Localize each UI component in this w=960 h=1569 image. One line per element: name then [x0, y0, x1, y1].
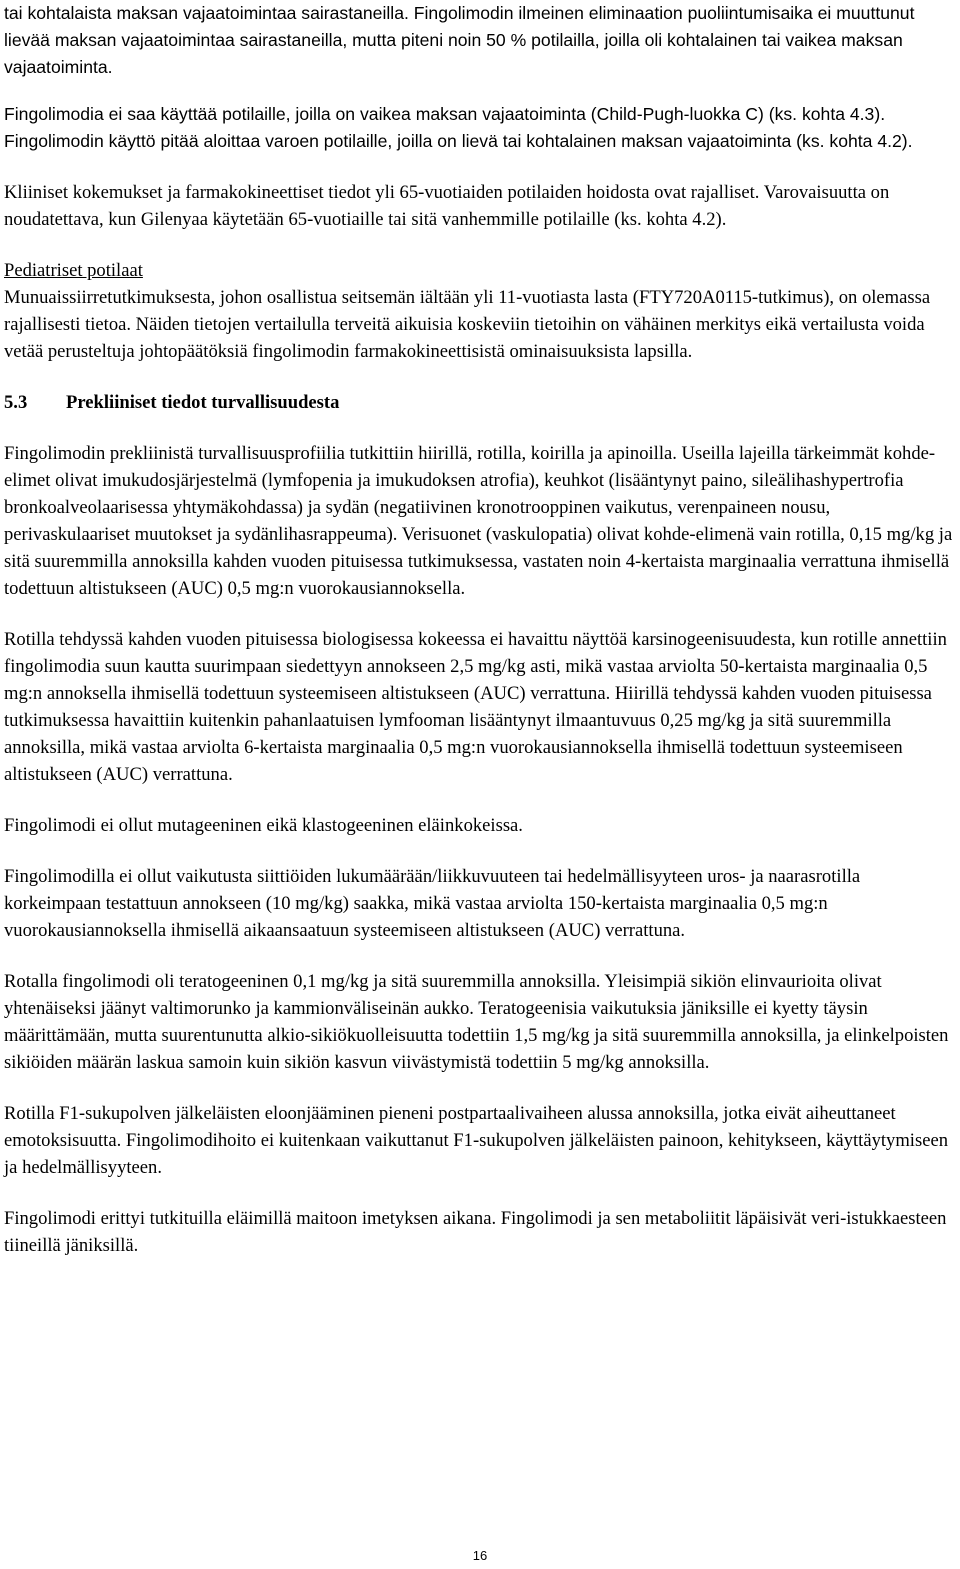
paragraph-hepatic-contraindication: Fingolimodia ei saa käyttää potilaille, joilla on vaikea maksan vajaatoiminta (Child-Pugh-luokka C) (ks. kohta 4.3). Fingolimodin käyttö pitää aloittaa varoen potilaille, joilla on lievä tai kohtalainen maksan vajaatoiminta (ks. kohta 4.2). — [4, 104, 913, 151]
pediatric-subheading: Pediatriset potilaat — [4, 260, 143, 281]
document-page — [4, 0, 956, 1259]
section-title: Prekliiniset tiedot turvallisuudesta — [66, 392, 340, 413]
paragraph-elderly-patients: Kliiniset kokemukset ja farmakokineettiset tiedot yli 65-vuotiaiden potilaiden hoidosta ovat rajalliset. Varovaisuutta on noudatettava, kun Gilenyaa käytetään 65-vuotiaille tai sitä vanhemmille potilaille (ks. kohta 4.2). — [4, 182, 890, 230]
paragraph-teratogenicity: Rotalla fingolimodi oli teratogeeninen 0,1 mg/kg ja sitä suuremmilla annoksilla. Yleisimpiä sikiön elinvaurioita olivat yhtenäiseksi jäänyt valtimorunko ja kammionväliseinän aukko. Teratogeenisia vaikutuksia jäniksille ei kyetty täysin määrittämään, mutta suurentunutta alkio-sikiökuolleisuutta todettiin 1,5 mg/kg ja sitä suuremmilla annoksilla, ja elinkelpoisten sikiöiden määrän laskua samoin kuin sikiön kasvun viivästymistä todettiin 5 mg/kg annoksilla. — [4, 971, 949, 1073]
paragraph-mutagenicity: Fingolimodi ei ollut mutageeninen eikä klastogeeninen eläinkokeissa. — [4, 815, 523, 836]
paragraph-f1-generation: Rotilla F1-sukupolven jälkeläisten eloonjääminen pieneni postpartaalivaiheen alussa annoksilla, jotka eivät aiheuttaneet emotoksisuutta. Fingolimodihoito ei kuitenkaan vaikuttanut F1-sukupolven jälkeläisten painoon, kehitykseen, käyttäytymiseen ja hedelmällisyyteen. — [4, 1103, 948, 1178]
paragraph-preclinical-profile: Fingolimodin prekliinistä turvallisuusprofiilia tutkittiin hiirillä, rotilla, koirilla ja apinoilla. Useilla lajeilla tärkeimmät kohde-elimet olivat imukudosjärjestelmä (lymfopenia ja imukudoksen atrofia), keuhkot (lisääntynyt paino, sileälihashypertrofia bronkoalveolaarisessa yhtymäkohdassa) ja sydän (negatiivinen kronotrooppinen vaikutus, verenpaineen nousu, perivaskulaariset muutokset ja sydänlihasrappeuma). Verisuonet (vaskulopatia) olivat kohde-elimenä vain rotilla, 0,15 mg/kg ja sitä suuremmilla annoksilla kahden vuoden pituisessa tutkimuksessa, vastaten noin 4-kertaista marginaalia verrattuna ihmisellä todettuun altistukseen (AUC) 0,5 mg:n vuorokausiannoksella. — [4, 443, 953, 599]
paragraph-hepatic-elimination: tai kohtalaista maksan vajaatoimintaa sairastaneilla. Fingolimodin ilmeinen eliminaation puoliintumisaika ei muuttunut lievää maksan vajaatoimintaa sairastaneilla, mutta piteni noin 50 % potilailla, joilla oli kohtalainen tai vaikea maksan vajaatoiminta. — [4, 3, 915, 77]
page-number: 16 — [472, 1548, 488, 1563]
paragraph-pediatric: Munuaissiirretutkimuksesta, johon osallistua seitsemän iältään yli 11-vuotiasta lasta (FTY720A0115-tutkimus), on olemassa rajallisesti tietoa. Näiden tietojen vertailulla terveitä aikuisia koskeviin tietoihin on vähäinen merkitys eikä vertailusta voida vetää perusteltuja johtopäätöksiä fingolimodin farmakokineettisistä ominaisuuksista lapsilla. — [4, 287, 931, 362]
paragraph-carcinogenicity: Rotilla tehdyssä kahden vuoden pituisessa biologisessa kokeessa ei havaittu näyttöä karsinogeenisuudesta, kun rotille annettiin fingolimodia suun kautta suurimpaan siedettyyn annokseen 2,5 mg/kg asti, mikä vastaa arviolta 50-kertaista marginaalia 0,5 mg:n annoksella ihmisellä todettuun systeemiseen altistukseen (AUC) verrattuna. Hiirillä tehdyssä kahden vuoden pituisessa tutkimuksessa havaittiin kuitenkin pahanlaatuisen lymfooman lisääntynyt ilmaantuvuus 0,25 mg/kg ja sitä suuremmilla annoksilla, mikä vastaa arviolta 6-kertaista marginaalia 0,5 mg:n vuorokausiannoksella ihmisellä todettuun systeemiseen altistukseen (AUC) verrattuna. — [4, 629, 947, 785]
paragraph-fertility: Fingolimodilla ei ollut vaikutusta siittiöiden lukumäärään/liikkuvuuteen tai hedelmällisyyteen uros- ja naarasrotilla korkeimpaan testattuun annokseen (10 mg/kg) saakka, mikä vastaa arviolta 150-kertaista marginaalia 0,5 mg:n vuorokausiannoksella ihmisellä aikaansaatuun systeemiseen altistukseen (AUC) verrattuna. — [4, 866, 861, 941]
section-number: 5.3 — [4, 392, 28, 413]
section-heading — [4, 389, 956, 416]
paragraph-lactation: Fingolimodi erittyi tutkituilla eläimillä maitoon imetyksen aikana. Fingolimodi ja sen metaboliitit läpäisivät veri-istukkaesteen tiineillä jäniksillä. — [4, 1208, 947, 1256]
